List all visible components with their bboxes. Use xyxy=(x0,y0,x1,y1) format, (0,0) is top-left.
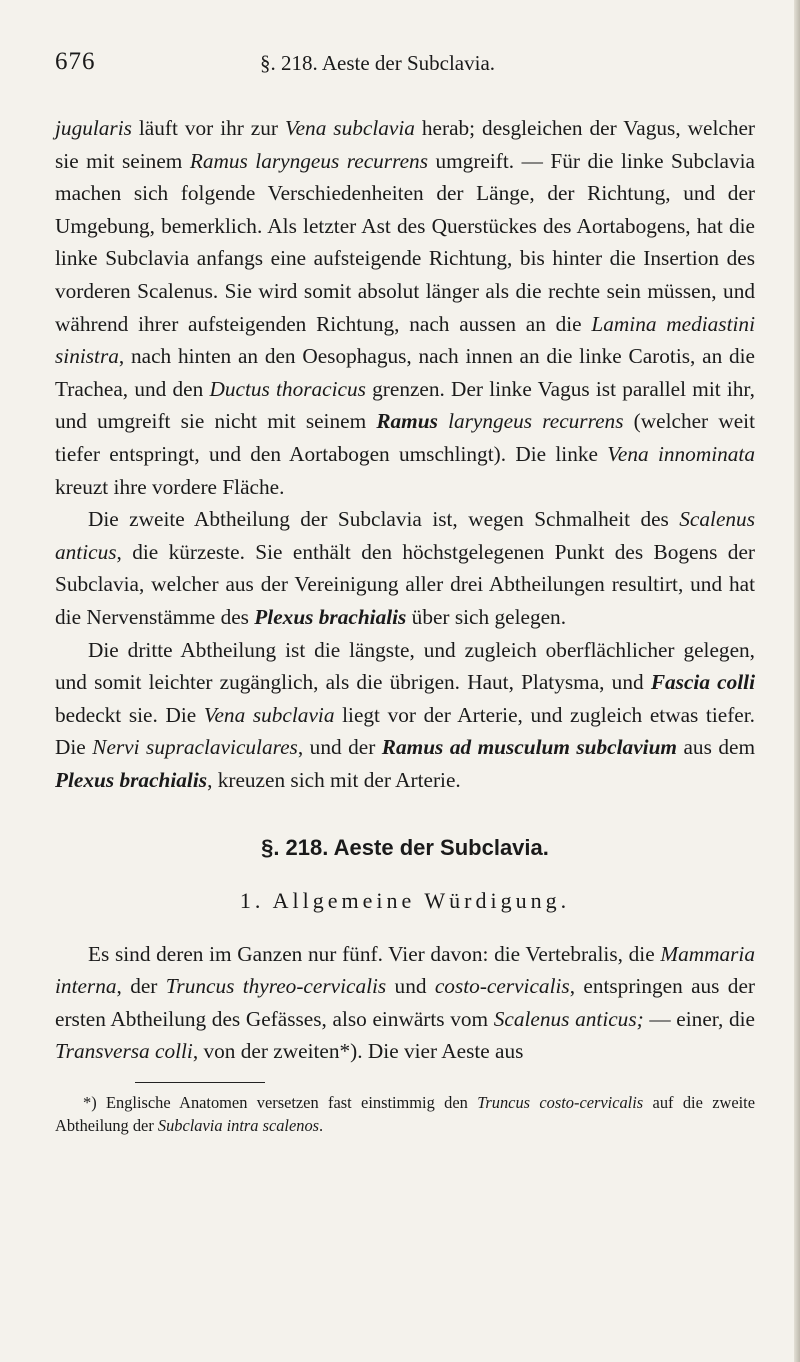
text-run: aus dem xyxy=(676,735,756,760)
italic-term: Mammaria interna xyxy=(55,941,755,999)
italic-term: Truncus costo-cervicalis xyxy=(477,1093,644,1113)
section-heading: §. 218. Aeste der Subclavia. xyxy=(261,835,549,861)
text-run: , von der zweiten*). Die vier Aeste aus xyxy=(192,1039,524,1064)
italic-term: Ramus laryngeus recurrens xyxy=(189,148,428,173)
italic-term: Plexus brachialis xyxy=(55,767,208,792)
italic-term: Fascia colli xyxy=(650,670,756,695)
text-run: grenzen. Der linke Vagus ist parallel mit ihr, und umgreift sie nicht mit seinem xyxy=(55,376,755,434)
page-edge-shadow xyxy=(794,0,800,1362)
text-run: umgreift. — Für die linke Subclavia machen sich folgende Verschiedenheiten der Länge, der Richtung, und der Umgebung, bemerklich. Als letzter Ast des Querstückes des Aortabogens, hat die linke Subclavia anfangs eine aufsteigende Richtung, bis hinter die Insertion des vorderen Scalenus. Sie wird somit absolut länger als die rechte sein müssen, und während ihrer aufsteigenden Richtung, nach aussen an die xyxy=(55,148,755,336)
italic-term: Ramus ad musculum subclavium xyxy=(381,735,677,760)
italic-term: Ramus xyxy=(376,409,438,434)
text-run: , und der xyxy=(297,735,382,760)
text-run: herab; desgleichen der Vagus, welcher sie mit seinem xyxy=(55,116,756,173)
footnote-divider xyxy=(135,1082,265,1083)
italic-term: Subclavia intra scalenos xyxy=(157,1116,320,1136)
italic-term: Plexus brachialis xyxy=(254,604,407,629)
italic-term: Transversa colli xyxy=(55,1039,193,1064)
paragraph-group-1 xyxy=(55,112,755,796)
text-run: , entspringen aus der ersten Abtheilung des Gefässes, also einwärts vom xyxy=(55,974,755,1031)
paragraph xyxy=(55,112,755,503)
text-run: bedeckt sie. Die xyxy=(55,702,204,727)
body-text xyxy=(55,112,755,1137)
text-run: . xyxy=(319,1116,324,1136)
italic-term: Ductus thoracicus xyxy=(209,376,366,401)
italic-term: Vena subclavia xyxy=(284,116,415,140)
text-run: , die kürzeste. Sie enthält den höchstgelegenen Punkt des Bogens der Subclavia, welcher aus der Vereinigung aller drei Abtheilungen resultirt, und hat die Nervenstämme des xyxy=(55,539,755,629)
italic-term: Vena subclavia xyxy=(203,702,335,727)
text-run: liegt vor der Arterie, und zugleich etwas tiefer. Die xyxy=(55,702,756,760)
text-run: kreuzt ihre vordere Fläche. xyxy=(55,474,285,499)
text-run: über sich gelegen. xyxy=(406,604,567,629)
italic-term: Scalenus anticus xyxy=(55,507,755,564)
italic-term: laryngeus recurrens xyxy=(448,409,624,434)
text-run: Die dritte Abtheilung ist die längste, und zugleich oberflächlicher gelegen, und somit leichter zugänglich, als die übrigen. Haut, Platysma, und xyxy=(55,637,755,695)
running-header xyxy=(55,48,755,84)
text-run: , kreuzen sich mit der Arterie. xyxy=(207,767,461,792)
italic-term: Nervi supraclaviculares xyxy=(92,735,298,760)
text-run: — einer, die xyxy=(643,1006,756,1031)
text-run: *) Englische Anatomen versetzen fast einstimmig den xyxy=(83,1093,478,1113)
book-page xyxy=(55,48,755,1137)
paragraph-group-2 xyxy=(55,938,755,1068)
italic-term: Scalenus anticus; xyxy=(493,1006,644,1031)
text-run: , nach hinten an den Oesophagus, nach innen an die linke Carotis, an die Trachea, und den xyxy=(55,344,755,401)
text-run: läuft vor ihr zur xyxy=(131,116,285,140)
italic-term: Lamina mediastini sinistra xyxy=(55,311,755,369)
text-run: Die zweite Abtheilung der Subclavia ist, wegen Schmalheit des xyxy=(88,507,680,532)
italic-term: Truncus thyreo-cervicalis xyxy=(165,974,387,999)
italic-term: Vena innominata xyxy=(607,441,755,466)
running-title: §. 218. Aeste der Subclavia. xyxy=(260,51,496,75)
subsection-heading: 1. Allgemeine Würdigung. xyxy=(239,888,571,914)
text-run xyxy=(438,409,448,433)
text-run: Es sind deren im Ganzen nur fünf. Vier davon: die Vertebralis, die xyxy=(88,941,661,966)
paragraph xyxy=(55,634,755,797)
text-run: und xyxy=(386,974,435,999)
footnote xyxy=(55,1091,755,1137)
italic-term: costo-cervicalis xyxy=(434,974,570,999)
paragraph xyxy=(55,503,755,633)
paragraph xyxy=(55,938,755,1068)
text-run: , der xyxy=(116,974,166,999)
text-run: (welcher weit tiefer entspringt, und den Aortabogen umschlingt). Die linke xyxy=(55,409,755,466)
page-number: 676 xyxy=(55,48,96,75)
italic-term: jugularis xyxy=(55,116,132,140)
text-run: auf die zweite Abtheilung der xyxy=(55,1093,755,1136)
